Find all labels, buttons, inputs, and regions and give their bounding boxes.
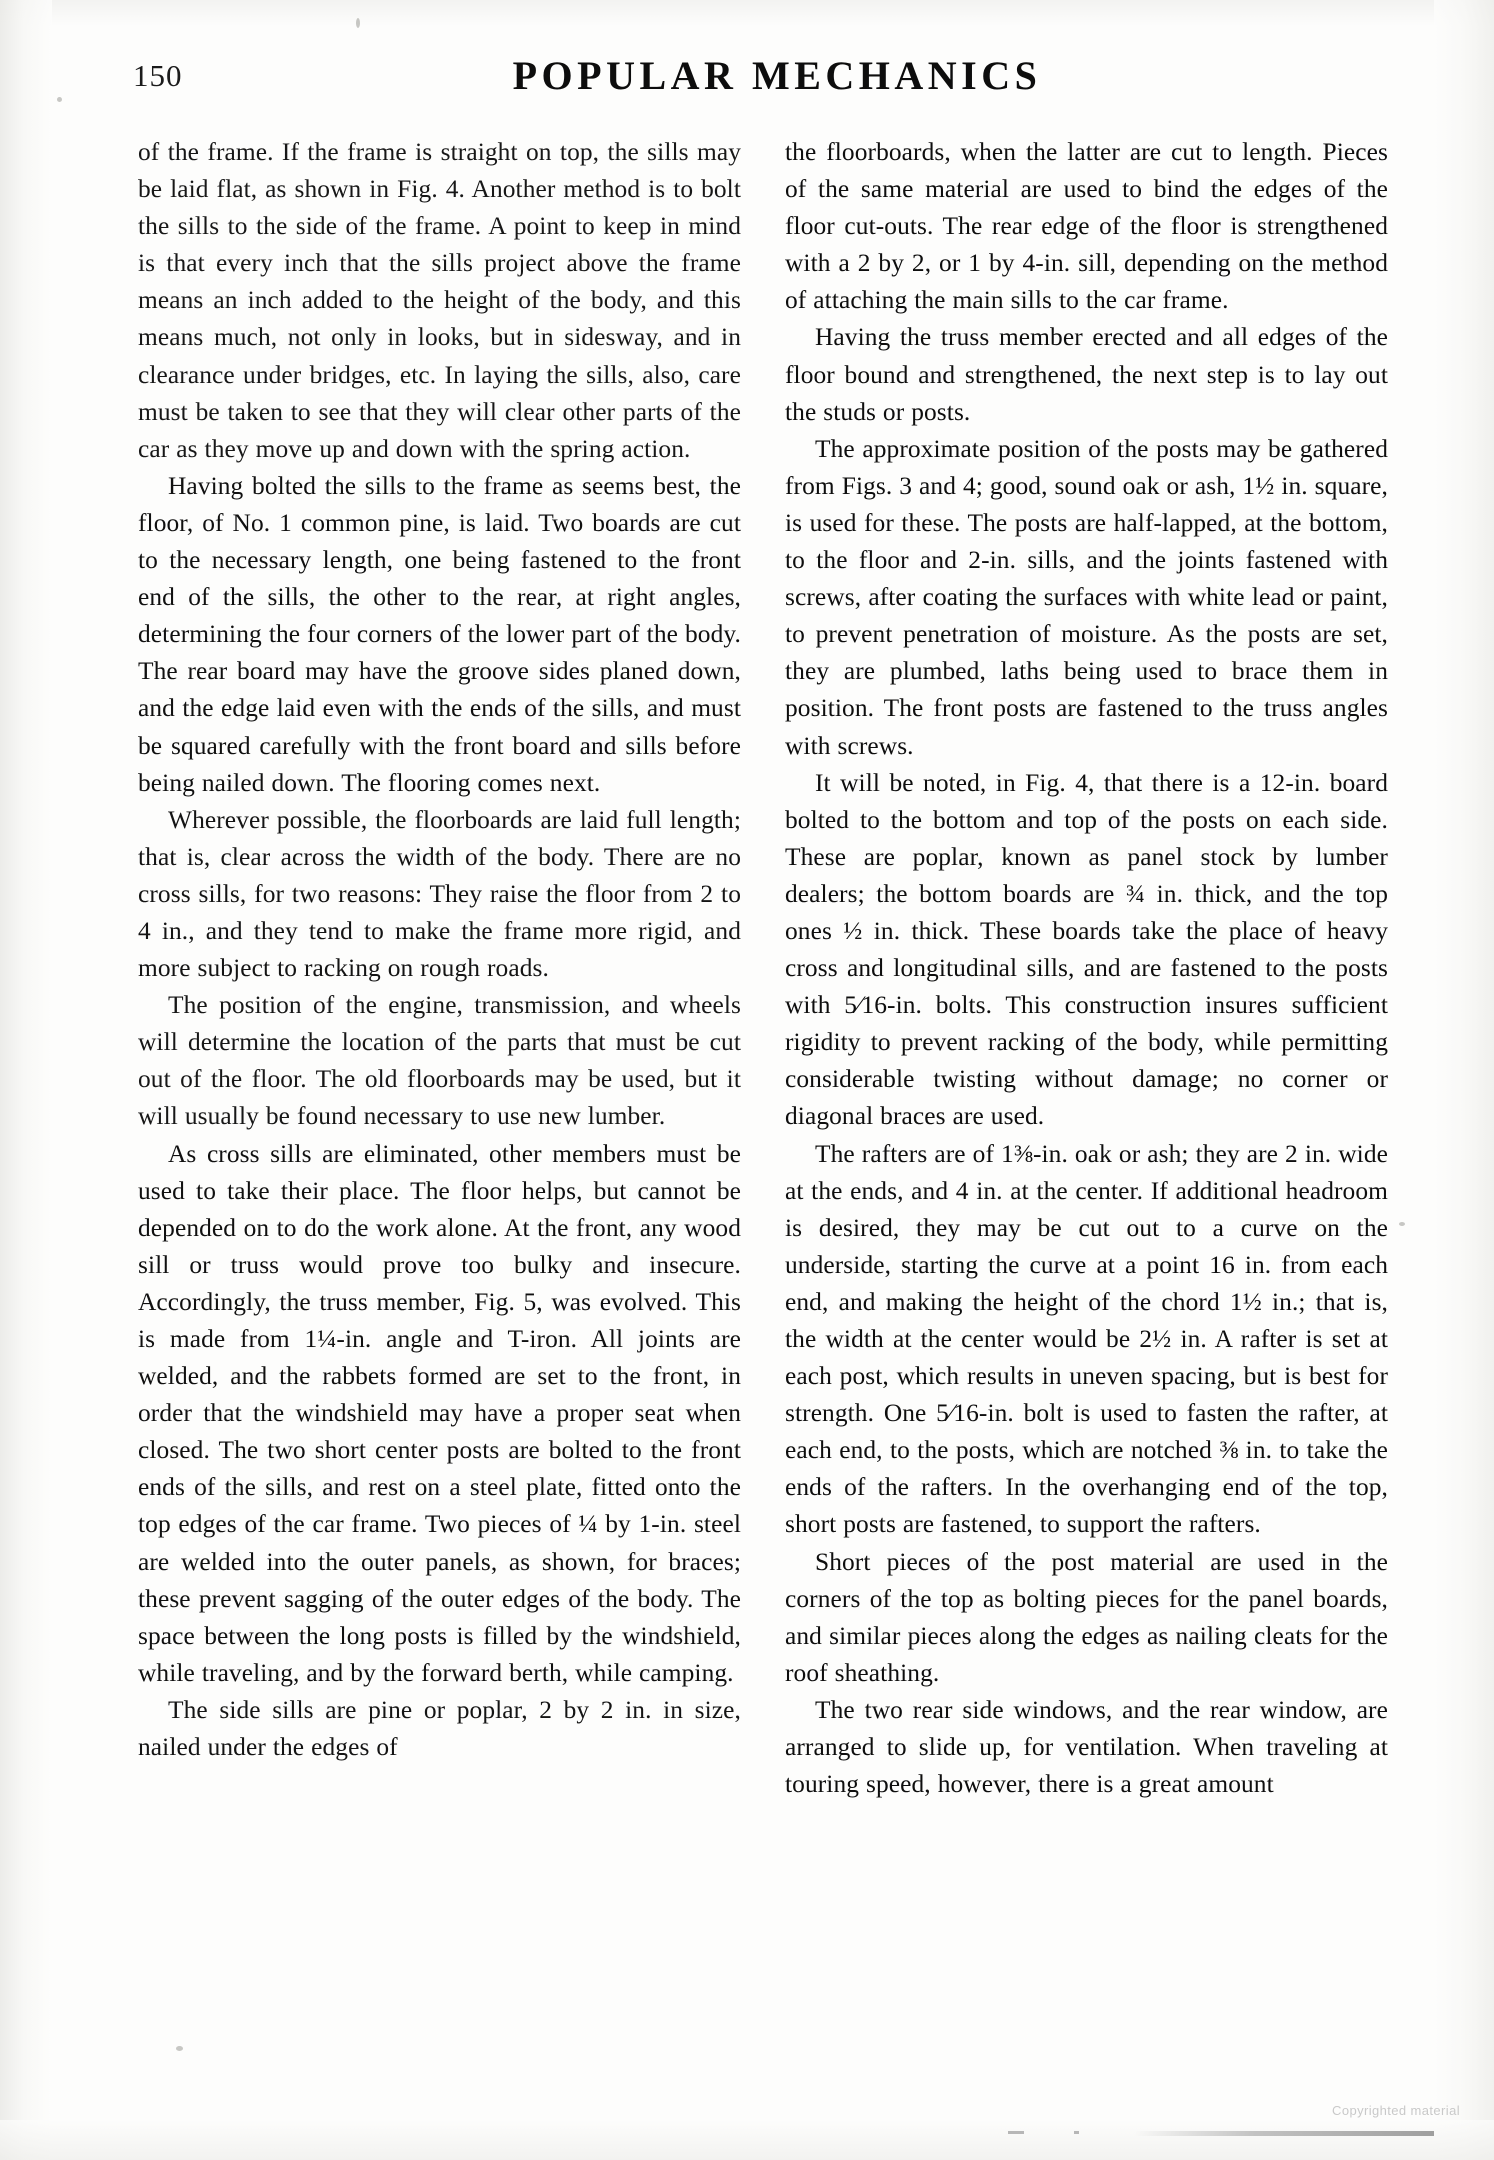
page-header	[0, 52, 1494, 108]
right-text-column	[785, 134, 1388, 1803]
running-head-title: POPULAR MECHANICS	[512, 53, 1042, 98]
paragraph: The two rear side windows, and the rear window, are arranged to slide up, for ventilation. When traveling at touring speed, however, there is a great amount	[785, 1695, 1388, 1799]
scan-dash	[1008, 2131, 1024, 2134]
paragraph: The position of the engine, transmission, and wheels will determine the location of the parts that must be cut out of the floor. The old floorboards may be used, but it will usually be found necessary to use new lumber.	[138, 991, 741, 1131]
paragraph: Short pieces of the post material are used in the corners of the top as bolting pieces for the panel boards, and similar pieces along the edges as nailing cleats for the roof sheathing.	[785, 1547, 1388, 1687]
paragraph: Having bolted the sills to the frame as seems best, the floor, of No. 1 common pine, is laid. Two boards are cut to the necessary length, one being fastened to the front end of the sills, the other to the rear, at right angles, determining the four corners of the lower part of the body. The rear board may have the groove sides planed down, and the edge laid even with the ends of the sills, and must be squared carefully with the front board and sills before being nailed down. The flooring comes next.	[138, 471, 741, 797]
left-text-column	[138, 134, 741, 1803]
scan-edge-top	[0, 0, 1494, 26]
paragraph: Wherever possible, the floorboards are laid full length; that is, clear across the width of the body. There are no cross sills, for two reasons: They raise the floor from 2 to 4 in., and they tend to make the frame more rigid, and more subject to racking on rough roads.	[138, 805, 741, 983]
paragraph: The approximate position of the posts may be gathered from Figs. 3 and 4; good, sound oak or ash, 1½ in. square, is used for these. The posts are half-lapped, at the bottom, to the floor and 2-in. sills, and the joints fastened with screws, after coating the surfaces with white lead or paint, to prevent penetration of moisture. As the posts are set, they are plumbed, laths being used to brace them in position. The front posts are fastened to the truss angles with screws.	[785, 434, 1388, 760]
scan-speck	[1399, 1222, 1405, 1226]
scan-dash	[1074, 2131, 1079, 2134]
paragraph: of the frame. If the frame is straight on top, the sills may be laid flat, as shown in Fig. 4. Another method is to bolt the sills to the side of the frame. A point to keep in mind is that every inch that the sills project above the frame means an inch added to the height of the body, and this means much, not only in looks, but in sidesway, and in clearance under bridges, etc. In laying the sills, also, care must be taken to see that they will clear other parts of the car as they move up and down with the spring action.	[138, 138, 741, 463]
copyright-watermark: Copyrighted material	[1332, 2103, 1460, 2118]
scan-edge-bottom	[0, 2120, 1494, 2160]
paragraph: As cross sills are eliminated, other members must be used to take their place. The floor helps, but cannot be depended on to do the work alone. At the front, any wood sill or truss would prove too bulky and insecure. Accordingly, the truss member, Fig. 5, was evolved. This is made from 1¼-in. angle and T-iron. All joints are welded, and the rabbets formed are set to the front, in order that the windshield may have a proper seat when closed. The two short center posts are bolted to the front ends of the sills, and rest on a steel plate, fitted onto the top edges of the car frame. Two pieces of ¼ by 1-in. steel are welded into the outer panels, as shown, for braces; these prevent sagging of the outer edges of the body. The space between the long posts is filled by the windshield, while traveling, and by the forward berth, while camping.	[138, 1139, 741, 1687]
paragraph: It will be noted, in Fig. 4, that there is a 12-in. board bolted to the bottom and top of the posts on each side. These are poplar, known as panel stock by lumber dealers; the bottom boards are ¾ in. thick, and the top ones ½ in. thick. These boards take the place of heavy cross and longitudinal sills, and are fastened to the posts with 5⁄16-in. bolts. This construction insures sufficient rigidity to prevent racking of the body, while permitting considerable twisting without damage; no corner or diagonal braces are used.	[785, 768, 1388, 1131]
paragraph: The rafters are of 1⅜-in. oak or ash; they are 2 in. wide at the ends, and 4 in. at the center. If additional headroom is desired, they may be cut out to a curve on the underside, starting the curve at a point 16 in. from each end, and making the height of the chord 1½ in.; that is, the width at the center would be 2½ in. A rafter is set at each post, which results in uneven spacing, but is best for strength. One 5⁄16-in. bolt is used to fasten the rafter, at each end, to the posts, which are notched ⅜ in. to take the ends of the rafters. In the overhanging end of the top, short posts are fastened, to support the rafters.	[785, 1139, 1388, 1539]
scan-speck	[356, 18, 360, 28]
scan-speck	[176, 2046, 183, 2051]
scan-edge-right	[1434, 0, 1494, 2160]
scan-smudge	[1134, 2131, 1434, 2136]
page-number: 150	[133, 58, 183, 93]
paragraph: the floorboards, when the latter are cut to length. Pieces of the same material are used to bind the edges of the floor cut-outs. The rear edge of the floor is strengthened with a 2 by 2, or 1 by 4-in. sill, depending on the method of attaching the main sills to the car frame.	[785, 138, 1388, 315]
paragraph: The side sills are pine or poplar, 2 by 2 in. in size, nailed under the edges of	[138, 1695, 741, 1762]
paragraph: Having the truss member erected and all edges of the floor bound and strengthened, the next step is to lay out the studs or posts.	[785, 323, 1388, 426]
scan-edge-left	[0, 0, 52, 2160]
two-column-body	[138, 134, 1388, 1803]
